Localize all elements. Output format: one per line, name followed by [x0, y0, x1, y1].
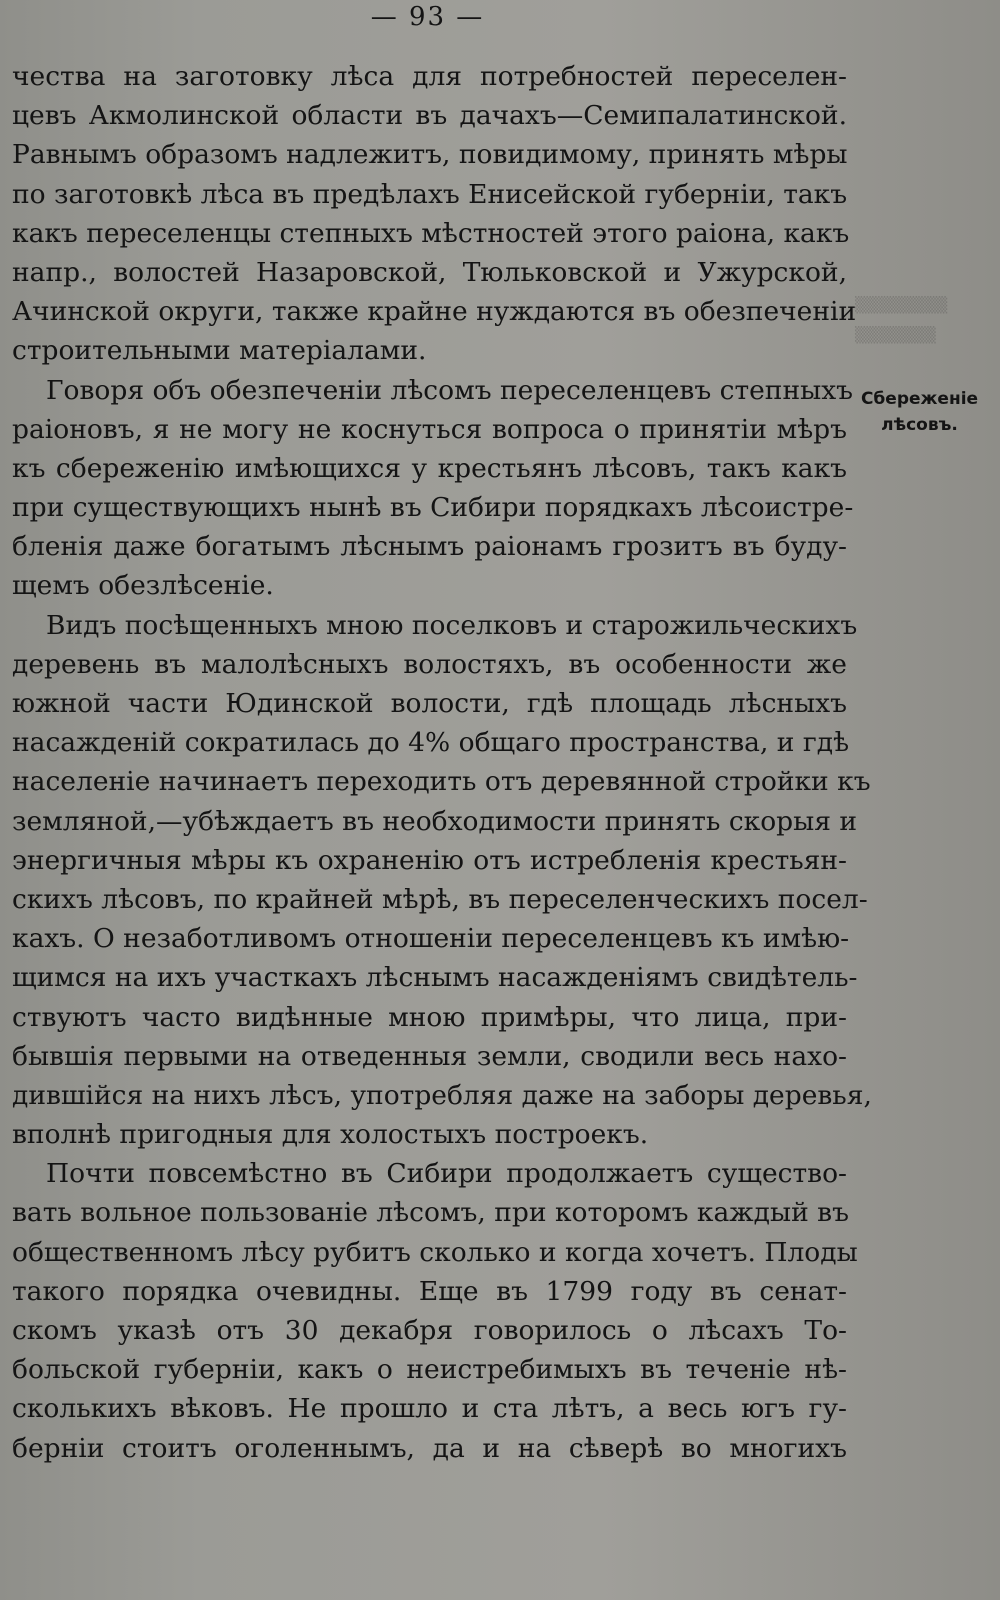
text-line: щемъ обезлѣсеніе. [12, 570, 274, 602]
text-line: по заготовкѣ лѣса въ предѣлахъ Енисейской губерніи, такъ [12, 178, 848, 210]
text-line: ствуютъ часто видѣнные мною примѣры, что лица, при- [12, 1001, 847, 1033]
text-line: раіоновъ, я не могу не коснуться вопроса о принятіи мѣръ [12, 413, 847, 445]
paragraph-first-line: Видъ посѣщенныхъ мною поселковъ и старожильческихъ [46, 609, 858, 641]
text-line: скихъ лѣсовъ, по крайней мѣрѣ, въ переселенческихъ посел- [12, 883, 868, 915]
text-line: сколькихъ вѣковъ. Не прошло и ста лѣтъ, а весь югъ гу- [12, 1393, 847, 1425]
text-line: напр., волостей Назаровской, Тюльковской и Ужурской, [12, 256, 847, 288]
text-line: вать вольное пользованіе лѣсомъ, при которомъ каждый въ [12, 1197, 849, 1229]
text-line: кахъ. О незаботливомъ отношеніи переселенцевъ къ имѣю- [12, 923, 850, 955]
text-line: энергичныя мѣры къ охраненію отъ истребленія крестьян- [12, 844, 847, 876]
text-line: населеніе начинаетъ переходить отъ деревянной стройки къ [12, 766, 871, 798]
text-line: Равнымъ образомъ надлежитъ, повидимому, принять мѣры [12, 139, 848, 171]
text-line: какъ переселенцы степныхъ мѣстностей этого раіона, какъ [12, 217, 850, 249]
bleed-through-shadow: ▒▒▒▒▒▒▒ [855, 326, 936, 344]
paragraph-first-line: Почти повсемѣстно въ Сибири продолжаетъ существо- [46, 1158, 847, 1190]
bleed-through-shadow: ▒▒▒▒▒▒▒▒ [855, 296, 948, 314]
page-number: — 93 — [370, 2, 485, 32]
text-line: южной части Юдинской волости, гдѣ площадь лѣсныхъ [12, 688, 847, 719]
text-line: скомъ указѣ отъ 30 декабря говорилось о лѣсахъ То- [12, 1315, 847, 1346]
text-line: земляной,—убѣждаетъ въ необходимости принять скорыя и [12, 805, 858, 837]
text-line: берніи стоитъ оголеннымъ, да и на сѣверѣ во многихъ [12, 1432, 847, 1464]
text-line: чества на заготовку лѣса для потребностей переселен- [12, 61, 847, 92]
text-line: такого порядка очевидны. Еще въ 1799 году въ сенат- [12, 1275, 847, 1307]
text-line: цевъ Акмолинской области въ дачахъ—Семипалатинской. [12, 100, 847, 132]
text-line: насажденій сократилась до 4% общаго пространства, и гдѣ [12, 727, 850, 759]
text-line: дившійся на нихъ лѣсъ, употребляя даже на заборы деревья, [12, 1079, 872, 1111]
text-line: бленія даже богатымъ лѣснымъ раіонамъ грозитъ въ буду- [12, 531, 847, 563]
text-line: къ сбереженію имѣющихся у крестьянъ лѣсовъ, такъ какъ [12, 452, 847, 484]
text-line: при существующихъ нынѣ въ Сибири порядкахъ лѣсоистре- [12, 492, 854, 524]
text-line: деревень въ малолѣсныхъ волостяхъ, въ особенности же [12, 648, 847, 680]
text-line: общественномъ лѣсу рубитъ сколько и когда хочетъ. Плоды [12, 1236, 858, 1268]
text-line: щимся на ихъ участкахъ лѣснымъ насажденіямъ свидѣтель- [12, 962, 858, 994]
paragraph-first-line: Говоря объ обезпеченіи лѣсомъ переселенцевъ степныхъ [46, 374, 854, 406]
margin-note [857, 386, 982, 438]
text-line: строительными матеріалами. [12, 335, 427, 367]
margin-note-line: Сбереженіе [860, 389, 979, 409]
text-line: больской губерніи, какъ о неистребимыхъ въ теченіе нѣ- [12, 1354, 847, 1386]
text-line: бывшія первыми на отведенныя земли, сводили весь нахо- [12, 1040, 847, 1072]
text-line: вполнѣ пригодныя для холостыхъ построекъ. [12, 1119, 649, 1151]
text-line: Ачинской округи, также крайне нуждаются въ обезпеченіи [12, 296, 857, 328]
page-body-text [12, 57, 872, 1468]
margin-note-line: лѣсовъ. [881, 415, 958, 435]
